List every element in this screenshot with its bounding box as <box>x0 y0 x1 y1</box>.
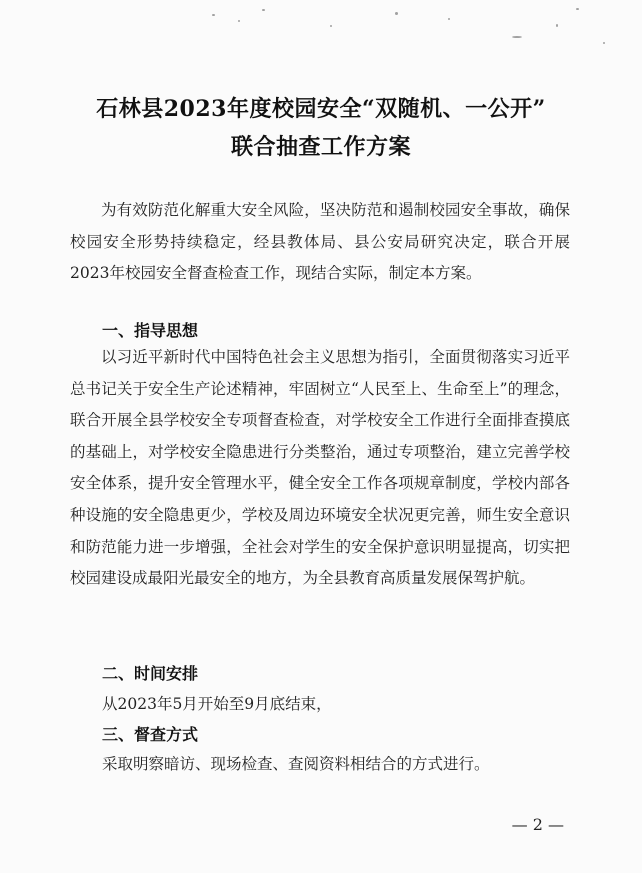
scan-speck <box>212 14 215 16</box>
scan-speck <box>238 20 240 22</box>
schedule-text: 从2023年5月开始至9月底结束， <box>102 695 332 713</box>
scan-speck <box>395 12 398 15</box>
page-number: — 2 — <box>511 815 564 834</box>
intro-paragraph: 为有效防范化解重大安全风险，坚决防范和遏制校园安全事故，确保校园安全形势持续稳定，经县教体局、县公安局研究决定，联合开展2023年校园安全督查检查工作，现结合实际，制定本方案。 <box>70 201 570 283</box>
section-heading-inspection-method: 三、督查方式 <box>102 725 199 744</box>
section-heading-schedule: 二、时间安排 <box>102 664 199 683</box>
scan-speck <box>512 36 522 38</box>
scan-speck <box>603 42 605 44</box>
document-title-line2: 联合抽查工作方案 <box>230 134 411 160</box>
scan-speck <box>330 25 332 27</box>
scan-speck <box>262 9 265 11</box>
scan-speck <box>556 24 558 27</box>
guiding-principle-paragraph: 以习近平新时代中国特色社会主义思想为指引，全面贯彻落实习近平总书记关于安全生产论述精神，牢固树立“人民至上、生命至上”的理念，联合开展全县学校安全专项督查检查，对学校安全工作进行全面排查摸底的基础上，对学校安全隐患进行分类整治，通过专项整治，建立完善学校安全体系，提升安全管理水平，健全安全工作各项规章制度，学校内部各种设施的安全隐患更少，学校及周边环境安全状况更完善，师生安全意识和防范能力进一步增强，全社会对学生的安全保护意识明显提高，切实把校园建设成最阳光最安全的地方，为全县教育高质量发展保驾护航。 <box>70 348 570 588</box>
section-heading-guiding-principle: 一、指导思想 <box>102 321 199 340</box>
document-title-line1: 石林县2023年度校园安全“双随机、一公开” <box>96 96 546 122</box>
scan-speck <box>576 8 579 10</box>
scan-speck <box>448 18 450 20</box>
inspection-method-text: 采取明察暗访、现场检查、查阅资料相结合的方式进行。 <box>102 755 490 773</box>
